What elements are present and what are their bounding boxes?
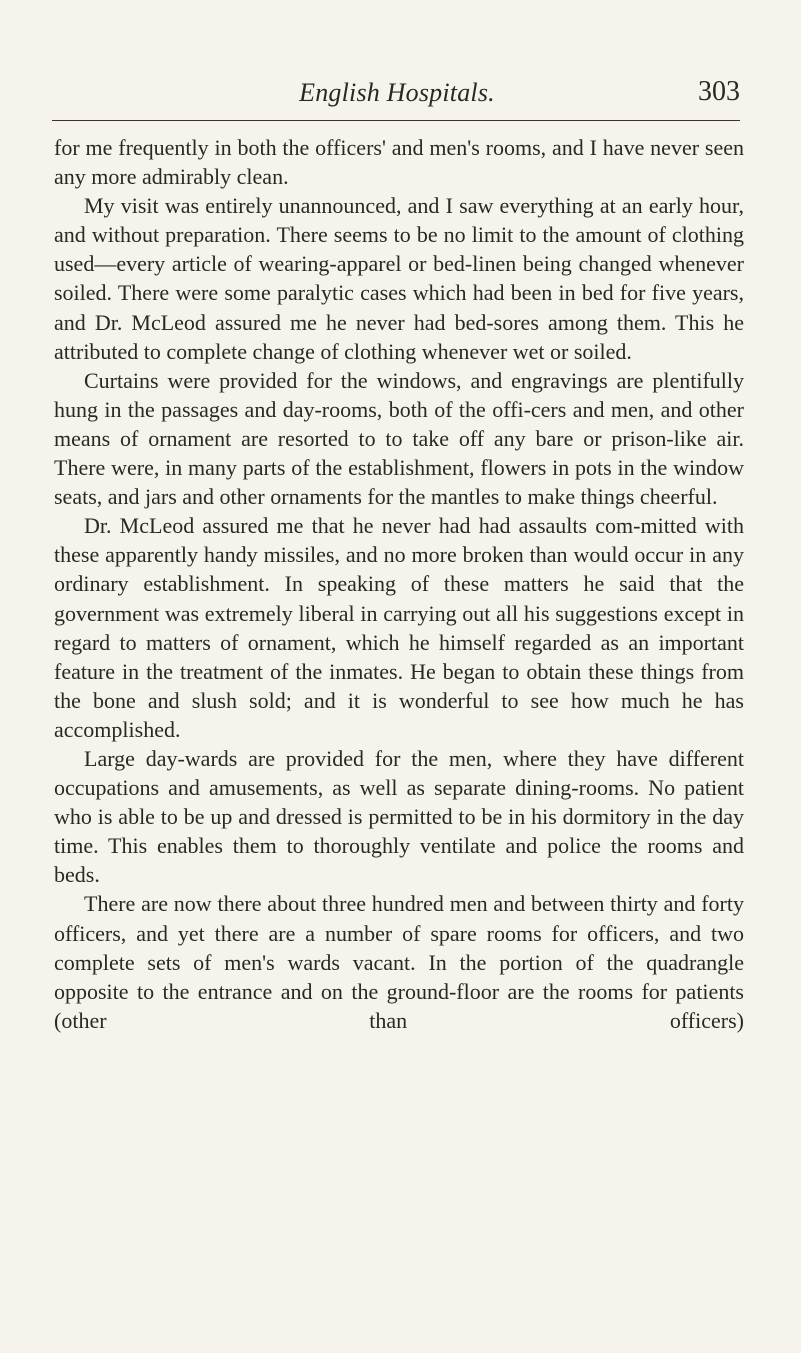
paragraph-2: My visit was entirely unannounced, and I saw everything at an early hour, and without preparation. There seems to be no limit to the amount of clothing used—every article of wearing-apparel or bed-linen being changed whenever soiled. There were some paralytic cases which had been in bed for five years, and Dr. McLeod assured me he never had bed-sores among them. This he attributed to complete change of clothing whenever wet or soiled.: [54, 193, 744, 364]
header-rule: [52, 120, 740, 121]
paragraph-3: Curtains were provided for the windows, and engravings are plentifully hung in the passages and day-rooms, both of the offi-cers and men, and other means of ornament are resorted to to take off any bare or prison-like air. There were, in many parts of the establishment, flowers in pots in the window seats, and jars and other ornaments for the mantles to make things cheerful.: [54, 367, 744, 510]
running-head: [52, 72, 742, 112]
page-number: 303: [698, 76, 740, 107]
paragraph-4: Dr. McLeod assured me that he never had had assaults com-mitted with these apparently handy missiles, and no more broken than would occur in any ordinary establishment. In speaking of these matters he said that the government was extremely liberal in carrying out all his suggestions except in regard to matters of ornament, which he himself regarded as an important feature in the treatment of the inmates. He began to obtain these things from the bone and slush sold; and it is wonderful to see how much he has accomplished.: [54, 513, 744, 742]
paragraph-5: Large day-wards are provided for the men, where they have different occupations and amusements, as well as separate dining-rooms. No patient who is able to be up and dressed is permitted to be in his dormitory in the day time. This enables them to thoroughly ventilate and police the rooms and beds.: [54, 745, 744, 888]
paragraph-6: There are now there about three hundred men and between thirty and forty officers, and yet there are a number of spare rooms for officers, and two complete sets of men's wards vacant. In the portion of the quadrangle opposite to the entrance and on the ground-floor are the rooms for patients (other than officers): [54, 891, 744, 1033]
paragraph-1: for me frequently in both the officers' and men's rooms, and I have never seen any more admirably clean.: [54, 135, 744, 190]
body-text: [54, 133, 744, 1035]
running-title: English Hospitals.: [299, 78, 495, 107]
